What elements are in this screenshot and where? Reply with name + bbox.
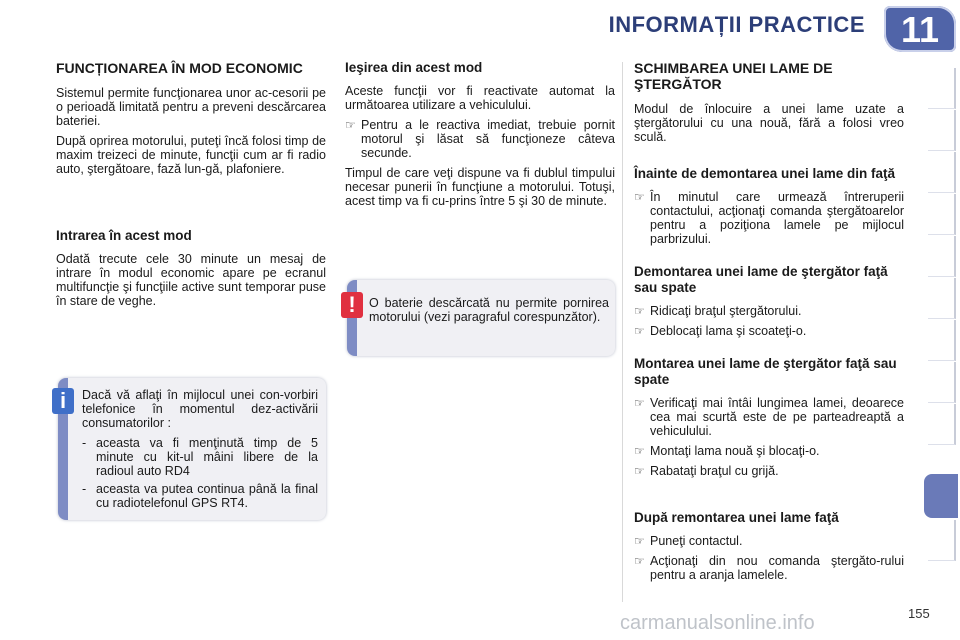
- chapter-number: 11: [900, 9, 940, 50]
- pointer-icon: ☞: [634, 324, 645, 338]
- chapter-title: INFORMAȚII PRACTICE: [608, 12, 865, 37]
- paragraph: Odată trecute cele 30 minute un mesaj de intrare în modul economic apare pe ecranul multifuncţie şi funcţiile active sunt temporar puse în stare de veghe.: [56, 252, 326, 308]
- section-title: SCHIMBAREA UNEI LAME DE ŞTERGĂTOR: [634, 60, 833, 92]
- warning-icon: !: [341, 292, 363, 318]
- column-divider: [622, 62, 623, 602]
- column-middle: [345, 60, 615, 214]
- paragraph: Modul de înlocuire a unei lame uzate a ştergătorului cu una nouă, fără a folosi vreo sculă.: [634, 102, 904, 144]
- bullet-item: ☞ În minutul care urmează întreruperii contactului, acţionaţi comanda ştergătoarelor pentru a poziţiona lamele pe mijlocul parbrizului.: [634, 190, 904, 246]
- pointer-icon: ☞: [634, 554, 645, 568]
- section-title: FUNCȚIONAREA ÎN MOD ECONOMIC: [56, 60, 303, 76]
- page-header: [0, 0, 960, 60]
- side-tab[interactable]: [928, 110, 956, 151]
- bullet-item: ☞ Verificaţi mai întâi lungimea lamei, deoarece cea mai scurtă este de pe parteadreaptă a vehiculului.: [634, 396, 904, 438]
- info-icon: i: [52, 388, 74, 414]
- bullet-item: ☞ Montaţi lama nouă şi blocaţi-o.: [634, 444, 820, 458]
- bullet-item: ☞ Rabataţi braţul cu grijă.: [634, 464, 779, 478]
- side-tab[interactable]: [928, 68, 956, 109]
- paragraph: După oprirea motorului, puteţi încă folosi timp de maxim treizeci de minute, funcţii cum ar fi radio auto, ştergătoare, fază lun-gă, plafoniere.: [56, 134, 326, 176]
- pointer-icon: ☞: [634, 304, 645, 318]
- note-intro: Dacă vă aflaţi în mijlocul unei con-vorbiri telefonice în momentul dez-activării consumatorilor :: [82, 388, 318, 430]
- pointer-icon: ☞: [634, 396, 645, 410]
- pointer-icon: ☞: [634, 464, 645, 478]
- section-title: Montarea unei lame de ştergător faţă sau spate: [634, 356, 897, 387]
- side-tab-active[interactable]: [924, 474, 958, 518]
- column-left: [56, 60, 326, 314]
- paragraph: Timpul de care veţi dispune va fi dublul timpului necesar punerii în funcţiune a motorului. Totuşi, acest timp va fi cu-prins între 5 şi 30 de minute.: [345, 166, 615, 208]
- section-title: Demontarea unei lame de ştergător faţă sau spate: [634, 264, 888, 295]
- bullet-item: ☞ Puneţi contactul.: [634, 534, 743, 548]
- info-note: [58, 378, 326, 520]
- paragraph: Aceste funcţii vor fi reactivate automat la următoarea utilizare a vehiculului.: [345, 84, 615, 112]
- pointer-icon: ☞: [634, 534, 645, 548]
- side-tab[interactable]: [928, 320, 956, 361]
- chapter-badge: [884, 6, 956, 52]
- bullet-item: ☞ Deblocaţi lama şi scoateţi-o.: [634, 324, 807, 338]
- page-number: 155: [908, 606, 930, 621]
- column-right: [634, 60, 904, 588]
- warning-note: [347, 280, 615, 356]
- side-tab[interactable]: [928, 152, 956, 193]
- side-tab[interactable]: [928, 236, 956, 277]
- warning-text: O baterie descărcată nu permite pornirea motorului (vezi paragraful corespunzător).: [369, 296, 609, 324]
- side-tab[interactable]: [928, 404, 956, 445]
- side-tabs: [928, 68, 960, 578]
- bullet-item: ☞ Acţionaţi din nou comanda ştergăto-rului pentru a aranja lamelele.: [634, 554, 904, 582]
- pointer-icon: ☞: [634, 444, 645, 458]
- section-title: Ieşirea din acest mod: [345, 60, 483, 75]
- watermark: carmanualsonline.info: [620, 612, 815, 634]
- pointer-icon: ☞: [634, 190, 645, 204]
- side-tab[interactable]: [928, 362, 956, 403]
- side-tab[interactable]: [928, 194, 956, 235]
- section-title: Intrarea în acest mod: [56, 228, 192, 243]
- side-tab[interactable]: [928, 278, 956, 319]
- section-title: Înainte de demontarea unei lame din faţă: [634, 166, 896, 181]
- list-item: - aceasta va fi menţinută timp de 5 minute cu kit-ul mâini libere de la radioul auto RD4: [82, 436, 318, 478]
- pointer-icon: ☞: [345, 118, 356, 132]
- paragraph: Sistemul permite funcţionarea unor ac-cesorii pe o perioadă limitată pentru a preveni descărcarea bateriei.: [56, 86, 326, 128]
- bullet-item: ☞ Ridicaţi braţul ştergătorului.: [634, 304, 802, 318]
- side-tab[interactable]: [928, 520, 956, 561]
- section-title: După remontarea unei lame faţă: [634, 510, 839, 525]
- bullet-item: ☞ Pentru a le reactiva imediat, trebuie pornit motorul şi lăsat să funcţioneze câteva secunde.: [345, 118, 615, 160]
- list-item: - aceasta va putea continua până la final cu radiotelefonul GPS RT4.: [82, 482, 318, 510]
